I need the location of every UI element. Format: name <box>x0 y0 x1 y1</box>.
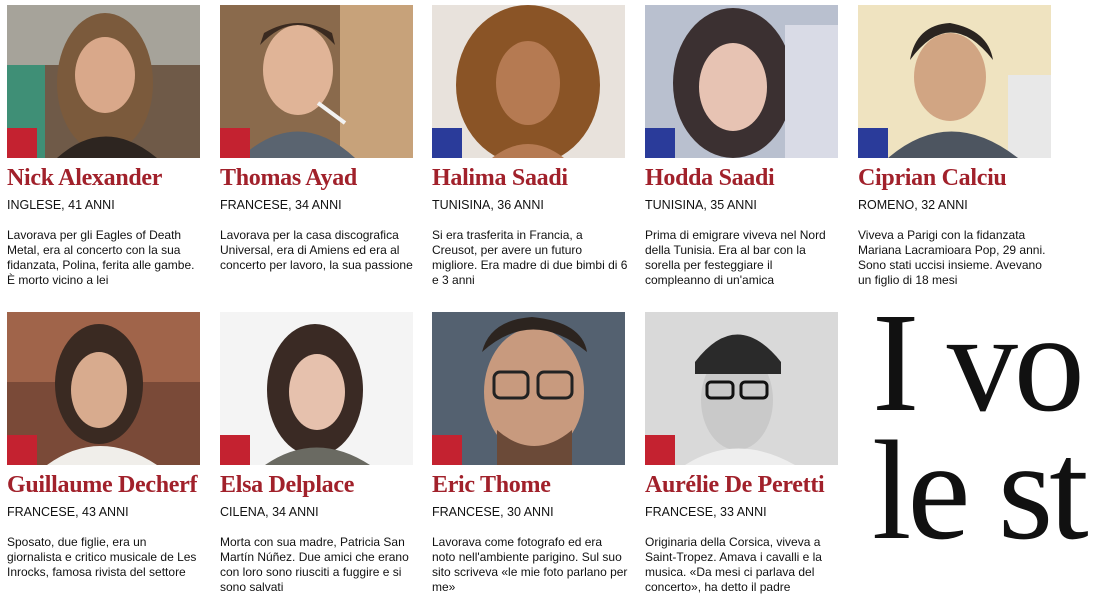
victim-name: Nick Alexander <box>7 165 163 191</box>
nationality-flag <box>7 128 37 158</box>
victim-name: Elsa Delplace <box>220 472 355 498</box>
nationality-flag <box>7 435 37 465</box>
victim-name: Ciprian Calciu <box>858 165 1007 191</box>
victim-nationality-age: FRANCESE, 34 ANNI <box>220 198 342 212</box>
victim-nationality-age: ROMENO, 32 ANNI <box>858 198 968 212</box>
victim-bio: Originaria della Corsica, viveva a Saint-Tropez. Amava i cavalli e la musica. «Da mesi ci parlava del concerto», ha detto il padre <box>645 535 822 594</box>
portrait-photo <box>220 5 413 158</box>
victim-name: Hodda Saadi <box>645 165 775 191</box>
victim-bio: Morta con sua madre, Patricia San Martín Núñez. Due amici che erano con loro sono riusciti a fuggire e si sono salvati <box>220 535 409 594</box>
victim-nationality-age: FRANCESE, 43 ANNI <box>7 505 129 519</box>
victim-nationality-age: FRANCESE, 33 ANNI <box>645 505 767 519</box>
victim-name: Eric Thome <box>432 472 551 498</box>
nationality-flag <box>220 128 250 158</box>
nationality-flag <box>645 128 675 158</box>
article-headline <box>872 283 1085 569</box>
portrait-photo <box>645 312 838 465</box>
nationality-flag <box>432 435 462 465</box>
victim-nationality-age: TUNISINA, 35 ANNI <box>645 198 757 212</box>
portrait-photo <box>220 312 413 465</box>
victim-nationality-age: INGLESE, 41 ANNI <box>7 198 115 212</box>
nationality-flag <box>432 128 462 158</box>
victim-bio: Lavorava per gli Eagles of Death Metal, era al concerto con la sua fidanzata, Polina, ferita alle gambe. È morto vicino a lei <box>7 228 195 287</box>
portrait-photo <box>7 312 200 465</box>
victim-name: Guillaume Decherf <box>7 472 198 498</box>
victim-name: Halima Saadi <box>432 165 568 191</box>
portrait-photo <box>858 5 1051 158</box>
victim-bio: Lavorava come fotografo ed era noto nell'ambiente parigino. Sul suo sito scriveva «le mie foto parlano per me» <box>432 535 628 594</box>
victim-nationality-age: CILENA, 34 ANNI <box>220 505 319 519</box>
victim-name: Aurélie De Peretti <box>645 472 825 498</box>
portrait-photo <box>432 312 625 465</box>
victim-nationality-age: FRANCESE, 30 ANNI <box>432 505 554 519</box>
victim-bio: Viveva a Parigi con la fidanzata Mariana Lacramioara Pop, 29 anni. Sono stati uccisi insieme. Avevano un figlio di 18 mesi <box>858 228 1046 287</box>
victim-bio: Lavorava per la casa discografica Universal, era di Amiens ed era al concerto per lavoro, la sua passione <box>220 228 413 272</box>
victim-nationality-age: TUNISINA, 36 ANNI <box>432 198 544 212</box>
victim-bio: Si era trasferita in Francia, a Creusot, per avere un futuro migliore. Era madre di due bimbi di 6 e 3 anni <box>432 228 628 287</box>
victim-name: Thomas Ayad <box>220 165 357 191</box>
portrait-photo <box>432 5 625 158</box>
nationality-flag <box>858 128 888 158</box>
victim-bio: Prima di emigrare viveva nel Nord della Tunisia. Era al bar con la sorella per festeggiare il compleanno di un'amica <box>645 228 826 287</box>
nationality-flag <box>220 435 250 465</box>
victim-bio: Sposato, due figlie, era un giornalista e critico musicale de Les Inrocks, famosa rivista del settore <box>7 535 197 579</box>
headline-line-2: le st <box>872 411 1085 569</box>
portrait-photo <box>645 5 838 158</box>
portrait-photo <box>7 5 200 158</box>
nationality-flag <box>645 435 675 465</box>
headline-line-1: I vo <box>872 283 1081 441</box>
